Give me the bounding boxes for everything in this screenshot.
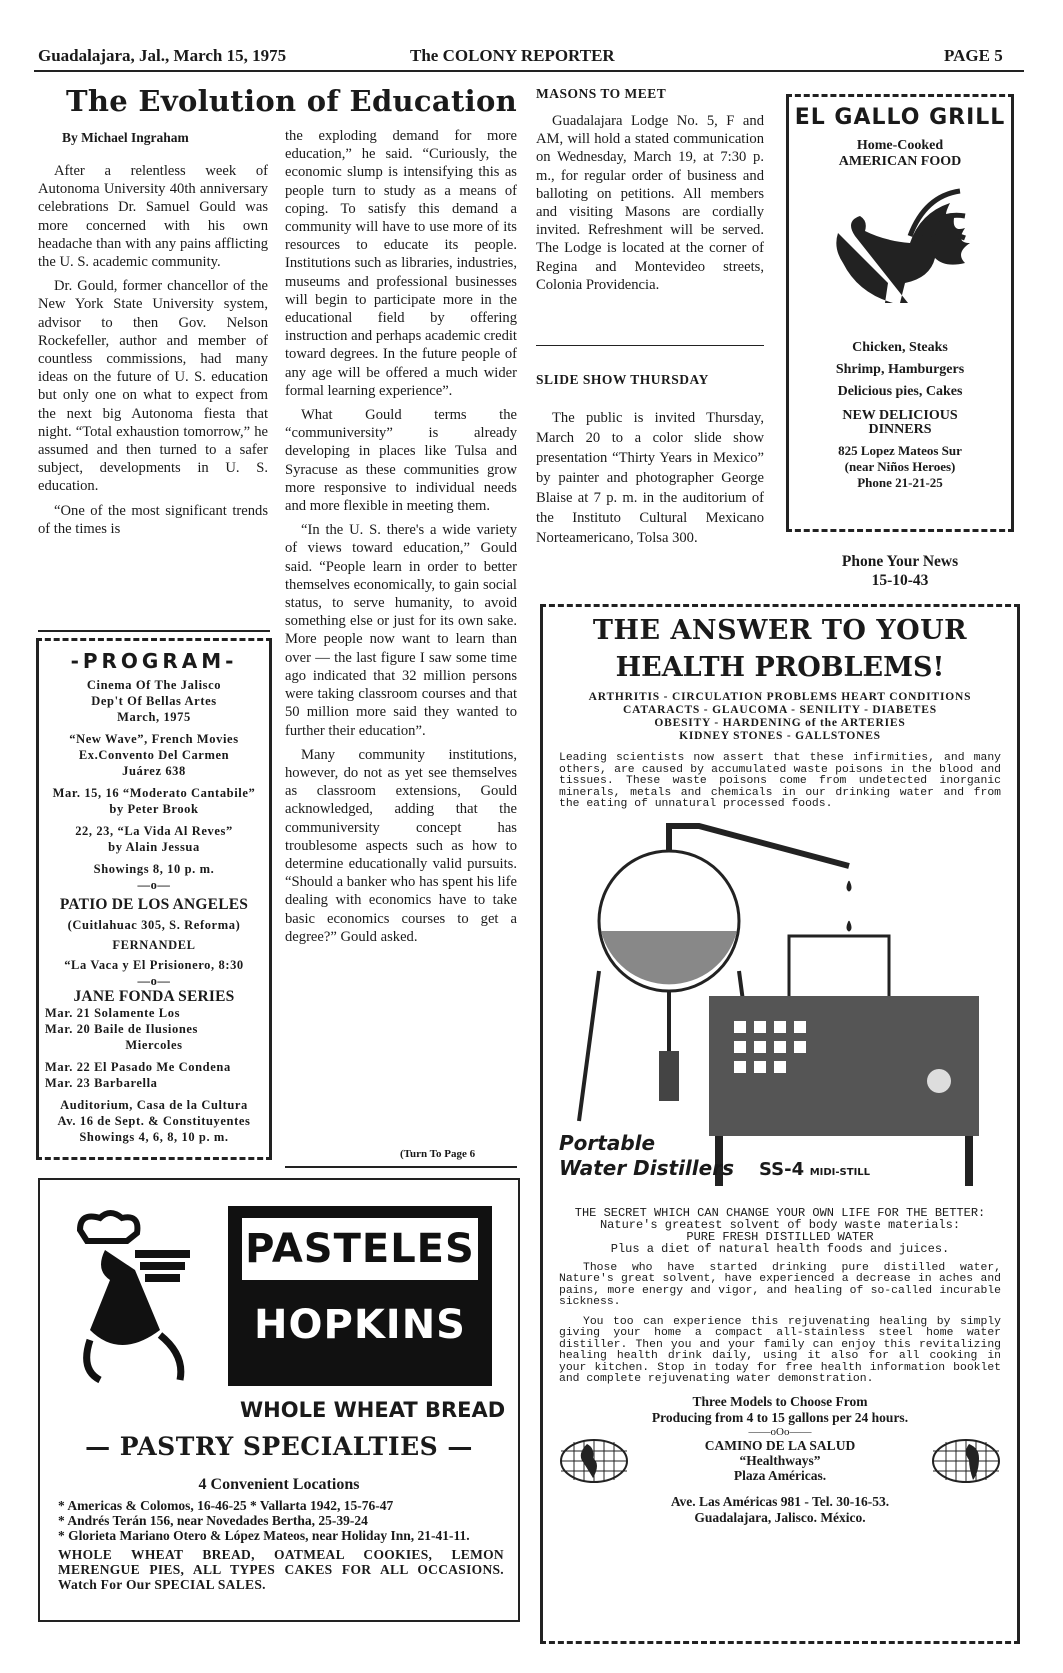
- ad-tagline: Home-Cooked: [856, 138, 944, 153]
- product-name: [559, 1131, 734, 1181]
- masons-heading: MASONS TO MEET: [536, 86, 667, 101]
- program-line: Mar. 23 Barbarella: [45, 1076, 158, 1090]
- condition-line: ARTHRITIS - CIRCULATION PROBLEMS HEART CONDITIONS: [588, 691, 972, 703]
- menu-line: Chicken, Steaks: [852, 340, 948, 355]
- jump-line[interactable]: (Turn To Page 6: [400, 1148, 476, 1160]
- condition-line: CATARACTS - GLAUCOMA - SENILITY - DIABETES: [623, 704, 937, 716]
- pastry-line: — PASTRY SPECIALTIES —: [85, 1432, 473, 1461]
- el-gallo-grill-ad: [786, 94, 1014, 532]
- bread-line: WHOLE WHEAT BREAD: [240, 1398, 506, 1422]
- program-line: Mar. 21 Solamente Los: [45, 1006, 181, 1020]
- pasteles-logo: [228, 1206, 492, 1386]
- divider: [38, 630, 270, 632]
- slide-show-body: The public is invited Thursday, March 20 to a color slide show presentation “Thirty Years in Mexico” by painter and photographer George Blaise at 7 p. m. in the auditorium of the Instituto Cultural Mexicano Norteamericano, Tolsa 300.: [536, 410, 764, 546]
- ad-water: PURE FRESH DISTILLED WATER: [686, 1229, 874, 1244]
- program-line: by Alain Jessua: [108, 840, 200, 854]
- health-distiller-ad: [540, 604, 1020, 1644]
- chef-icon: [60, 1210, 210, 1390]
- program-line: 22, 23, “La Vida Al Reves”: [75, 824, 233, 838]
- model-name: MIDI-STILL: [809, 1166, 871, 1178]
- locations-list: [58, 1498, 504, 1592]
- phone-your-news: [786, 552, 1014, 590]
- article-paragraph: Dr. Gould, former chancellor of the New York State University system, advisor to then Gov. Nelson Rockefeller, author and member of countless commissions, had many ideas on the future of U. S. education but only one on what to expect from the next big Autonoma fiesta that night. “Total exhaustion tomorrow,” he assumed and then turned to a safer subject, developments in U. S. education.: [38, 278, 268, 495]
- locations-title: 4 Convenient Locations: [198, 1476, 360, 1493]
- globe-icon: [559, 1438, 629, 1484]
- divider: [536, 345, 764, 346]
- program-line: —o—: [137, 878, 171, 892]
- article-paragraph: “One of the most significant trends of the times is: [38, 502, 268, 537]
- program-line: “La Vaca y El Prisionero, 8:30: [64, 958, 244, 972]
- ad-intro: Leading scientists now assert that these infirmities, and many others, are caused by accumulated waste poisons in the blood and tissues. These waste poisons come from undetected inorganic minerals, metals and chemicals in our drinking water and from the eating of unnatural processed foods.: [559, 752, 1001, 810]
- product-line: Portable: [559, 1130, 656, 1155]
- restaurant-address: 825 Lopez Mateos Sur: [838, 443, 962, 458]
- program-line: Dep't Of Bellas Artes: [91, 694, 217, 708]
- program-line: March, 1975: [117, 710, 191, 724]
- location-item: * Americas & Colomos, 16-46-25 * Vallarta 1942, 15-76-47: [58, 1498, 394, 1513]
- article-paragraph: the exploding demand for more education,” he said. “Curiously, the economic slump is intensifying this as people turn to study as a means of coping. To satisfy this demand a community will have to use more of its resources to educate its people. Institutions such as libraries, industries, museums and professional businesses will begin to participate more in the educational field by offering instruction and perhaps academic credit toward degrees. In the future people of any age will be offered a much wider formal learning experience”.: [285, 128, 517, 399]
- program-line: —o—: [137, 974, 171, 988]
- restaurant-name: EL GALLO GRILL: [794, 105, 1006, 130]
- newspaper-name: The COLONY REPORTER: [410, 46, 615, 65]
- divider: [285, 1166, 517, 1168]
- program-title: -PROGRAM-: [70, 649, 238, 673]
- phone-news-number: 15-10-43: [871, 572, 929, 589]
- program-box: [36, 638, 272, 1160]
- condition-line: OBESITY - HARDENING of the ARTERIES: [654, 717, 906, 729]
- program-line: Showings 8, 10 p. m.: [93, 862, 215, 876]
- store-block: [705, 1438, 855, 1483]
- ad-solvent: Nature's greatest solvent of body waste materials:: [599, 1217, 961, 1232]
- program-line: by Peter Brook: [109, 802, 199, 816]
- program-line: Mar. 20 Baile de Ilusiones: [45, 1022, 198, 1036]
- models-line: Three Models to Choose From: [692, 1393, 868, 1409]
- program-line: Ex.Convento Del Carmen: [78, 748, 230, 762]
- article-column-2: [285, 127, 517, 952]
- phone-news-label: Phone Your News: [841, 553, 959, 570]
- program-line: Mar. 15, 16 “Moderato Cantabile”: [52, 786, 256, 800]
- program-line: Showings 4, 6, 8, 10 p. m.: [79, 1130, 229, 1144]
- program-line: Miercoles: [125, 1038, 183, 1052]
- page-number: PAGE 5: [944, 46, 1003, 65]
- location-item: * Glorieta Mariano Otero & López Mateos, near Holiday Inn, 21-41-11.: [58, 1528, 470, 1543]
- products-line: WHOLE WHEAT BREAD, OATMEAL COOKIES, LEMON MERENGUE PIES, ALL TYPES CAKES FOR ALL OCCASIONS. Watch For Our SPECIAL SALES.: [58, 1547, 504, 1592]
- menu-line: Shrimp, Hamburgers: [835, 362, 965, 377]
- separator: ——oOo——: [748, 1425, 812, 1438]
- store-address: Ave. Las Américas 981 - Tel. 30-16-53.: [670, 1493, 890, 1509]
- globe-icon: [931, 1438, 1001, 1484]
- restaurant-phone: Phone 21-21-25: [857, 475, 943, 490]
- article-paragraph: After a relentless week of Autonoma University 40th anniversary celebrations Dr. Samuel Gould was more concerned with his own headache than with any pains afflicting the U. S. academic community.: [38, 163, 268, 271]
- program-line: Mar. 22 El Pasado Me Condena: [45, 1060, 231, 1074]
- ad-diet: Plus a diet of natural health foods and juices.: [610, 1241, 950, 1256]
- masons-story: [536, 112, 764, 300]
- slide-show-heading: SLIDE SHOW THURSDAY: [536, 372, 709, 387]
- program-heading: JANE FONDA SERIES: [73, 988, 235, 1005]
- program-line: “New Wave”, French Movies: [69, 732, 239, 746]
- dateline: Guadalajara, Jal., March 15, 1975: [38, 46, 287, 65]
- store-plaza: Plaza Américas.: [733, 1468, 827, 1483]
- program-line: FERNANDEL: [112, 938, 196, 952]
- masons-body: Guadalajara Lodge No. 5, F and AM, will hold a stated communication on Wednesday, March 19, at 7:30 p. m., for regular order of business and balloting on petitions. All members and visiting Masons are cordially invited. Refreshment will be served. The Lodge is located at the corner of Regina and Montevideo streets, Colonia Providencia.: [536, 113, 764, 293]
- location-item: * Andrés Terán 156, near Novedades Bertha, 25-39-24: [58, 1513, 368, 1528]
- menu-line: Delicious pies, Cakes: [837, 384, 963, 399]
- program-line: Av. 16 de Sept. & Constituyentes: [57, 1114, 251, 1128]
- product-line: Water Distillers: [559, 1155, 734, 1180]
- ad-paragraph: You too can experience this rejuvenating healing by simply giving your home a compact all-stainless steel home water distiller. Then you and your family can enjoy this revitalizing healing health drink daily, using it also for all cooking in your kitchen. Stop in today for free health information booklet and complete rejuvenating water demonstration.: [559, 1315, 1001, 1385]
- restaurant-landmark: (near Niños Heroes): [844, 459, 956, 474]
- ad-tagline: AMERICAN FOOD: [838, 154, 962, 169]
- distiller-illustration: [559, 811, 1001, 1201]
- store-english-name: “Healthways”: [739, 1453, 821, 1468]
- pasteles-hopkins-ad: [38, 1178, 520, 1622]
- store-name: CAMINO DE LA SALUD: [704, 1438, 856, 1453]
- logo-text: PASTELES: [242, 1218, 478, 1280]
- logo-text: HOPKINS: [254, 1302, 466, 1348]
- program-line: Auditorium, Casa de la Cultura: [60, 1098, 248, 1112]
- program-line: Juárez 638: [122, 764, 186, 778]
- program-line: Cinema Of The Jalisco: [86, 678, 222, 692]
- slide-show-story: [536, 408, 764, 554]
- article-paragraph: What Gould terms the “communiversity” is already developing in places like Tulsa and Syracuse as these communities grow more responsive to individual needs and more flexible in meeting them.: [285, 407, 517, 515]
- store-city: Guadalajara, Jalisco. México.: [694, 1509, 866, 1525]
- ad-headline: HEALTH PROBLEMS!: [615, 652, 945, 683]
- header-rule: [34, 70, 1024, 72]
- dinners-line: NEW DELICIOUS DINNERS: [842, 408, 958, 437]
- article-byline: By Michael Ingraham: [62, 130, 189, 145]
- condition-line: KIDNEY STONES - GALLSTONES: [679, 730, 881, 742]
- model-label: [759, 1159, 870, 1180]
- model-number: SS-4: [759, 1158, 805, 1180]
- rooster-icon: [825, 176, 975, 326]
- capacity-line: Producing from 4 to 15 gallons per 24 hours.: [651, 1409, 909, 1425]
- article-column-1: [38, 162, 268, 544]
- article-paragraph: “In the U. S. there's a wide variety of views toward education,” Gould said. “People learn in order to better themselves economically, to gain social status, to serve humanity, to avoid something else or just for its own sake. More people now want to learn than over — the last figure I saw some time ago indicated that 32 million persons were taking classroom courses and that 50 million more said they wanted to further their education”.: [285, 522, 517, 739]
- program-heading: PATIO DE LOS ANGELES: [59, 896, 249, 913]
- ad-paragraph: Those who have started drinking pure distilled water, Nature's great solvent, have experienced a decrease in aches and pains, more energy and vigor, and healing of so-called incurable sickness.: [559, 1261, 1001, 1308]
- program-line: (Cuitlahuac 305, S. Reforma): [67, 918, 241, 932]
- article-title: The Evolution of Education: [66, 84, 518, 118]
- ad-secret: THE SECRET WHICH CAN CHANGE YOUR OWN LIFE FOR THE BETTER:: [574, 1205, 986, 1220]
- ad-headline: THE ANSWER TO YOUR: [592, 615, 968, 646]
- article-paragraph: Many community institutions, however, do not as yet see themselves as classroom extensions, Gould acknowledged, adding that the communiversity concept has troublesome aspects such as how to determine educationally valid pursuits. “Should a banker who has spent his life dealing with economics have to take basic economics courses to get a degree?” Gould asked.: [285, 746, 517, 945]
